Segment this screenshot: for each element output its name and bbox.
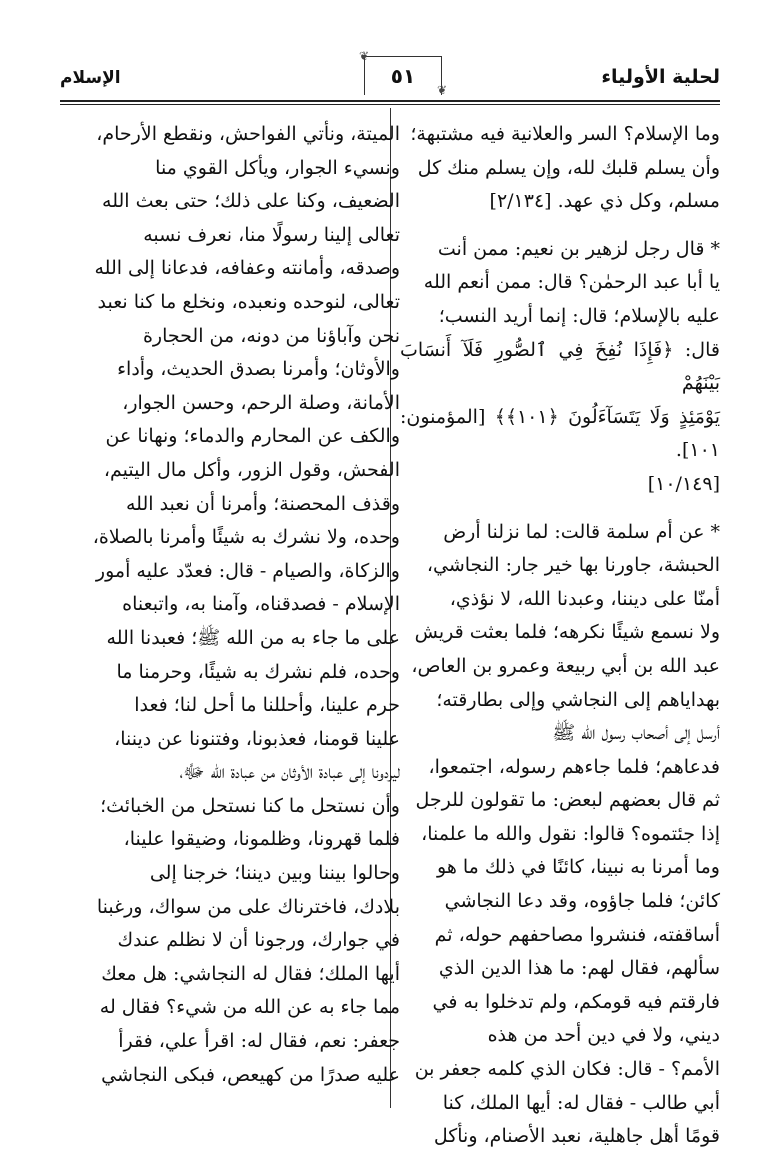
quran-verse-line: قال: ﴿فَإِذَا نُفِخَ فِي ٱلصُّورِ فَلَآ أَنسَابَ بَيْنَهُمْ — [400, 338, 720, 395]
text-line: مسلم، وكل ذي عهد. [٢/١٣٤] — [489, 190, 720, 213]
text-line: حرم علينا، وأحللنا ما أحل لنا؛ فعدا — [134, 694, 400, 717]
paragraph — [400, 118, 720, 219]
page-number-frame — [359, 49, 447, 97]
text-line: أمنّا على ديننا، وعبدنا الله، لا نؤذي، — [449, 587, 720, 610]
text-line: وقذف المحصنة؛ وأمرنا أن نعبد الله — [125, 492, 400, 515]
text-line: على ما جاء به من الله ﷺ؛ فعبدنا الله — [106, 626, 400, 649]
text-line: * عن أم سلمة قالت: لما نزلنا أرض — [443, 520, 720, 543]
text-line: ثم قال بعضهم لبعض: ما تقولون للرجل — [415, 789, 720, 812]
text-line: كائن؛ فلما جاؤوه، وقد دعا النجاشي — [444, 890, 720, 913]
text-line: فارقتم فيه قومكم، ولم تدخلوا به في — [432, 990, 720, 1013]
text-line: مما جاء به عن الله من شيء؟ فقال له — [99, 996, 400, 1019]
header-rule-thin — [60, 104, 720, 105]
text-line: تعالى، لنوحده ونعبده، ونخلع ما كنا نعبد — [97, 290, 400, 313]
text-line: أرسل إلى أصحاب رسول الله ﷺ — [552, 722, 720, 745]
text-line: أيها الملك؛ فقال له النجاشي: هل معك — [101, 962, 400, 985]
ornament-icon: ❦ — [436, 83, 447, 97]
text-line: قومًا أهل جاهلية، نعبد الأصنام، ونأكل — [433, 1125, 720, 1148]
text-line: ديني، ولا في دين أحد من هذه — [487, 1024, 720, 1047]
ornament-icon: ❦ — [359, 49, 370, 63]
paragraph-gap — [400, 219, 720, 233]
text-line: الحبشة، جاورنا بها خير جار: النجاشي، — [426, 554, 720, 577]
text-line: فلما قهرونا، وظلمونا، وضيقوا علينا، — [123, 828, 400, 851]
text-line: بلادك، فاخترناك على من سواك، ورغبنا — [96, 895, 400, 918]
citation: [١٠/١٤٩] — [647, 472, 720, 495]
text-line: بهداياهم إلى النجاشي وإلى بطارقته؛ — [436, 688, 720, 711]
text-line: الضعيف، وكنا على ذلك؛ حتى بعث الله — [102, 190, 400, 213]
paragraph-gap — [400, 502, 720, 516]
text-line: سألهم، فقال لهم: ما هذا الدين الذي — [438, 957, 720, 980]
text-line: عليه بالإسلام؛ قال: إنما أريد النسب؛ — [438, 304, 720, 327]
text-line: الأمم؟ - قال: فكان الذي كلمه جعفر بن — [414, 1058, 720, 1081]
paragraph — [80, 118, 400, 1092]
page-number: ٥١ — [390, 64, 416, 88]
text-line: جعفر: نعم، فقال له: اقرأ علي، فقرأ — [118, 1030, 400, 1053]
text-line: عبد الله بن أبي ربيعة وعمرو بن العاص، — [411, 654, 720, 677]
text-line: وحده، فلم نشرك به شيئًا، وحرمنا ما — [116, 660, 400, 683]
text-line: وأن نستحل ما كنا نستحل من الخبائث؛ — [100, 794, 400, 817]
text-line: يا أبا عبد الرحمٰن؟ قال: ممن أنعم الله — [423, 271, 720, 294]
text-line: وصدقه، وأمانته وعفافه، فدعانا إلى الله — [94, 257, 400, 280]
text-line: والزكاة، والصيام - قال: فعدّد عليه أمور — [95, 559, 400, 582]
text-line: * قال رجل لزهير بن نعيم: ممن أنت — [437, 237, 720, 260]
text-line: في جوارك، ورجونا أن لا نظلم عندك — [117, 929, 400, 952]
text-line: أساقفته، فنشروا مصاحفهم حوله، ثم — [434, 923, 720, 946]
text-line: الميتة، ونأتي الفواحش، ونقطع الأرحام، — [96, 123, 400, 145]
text-line: وأن يسلم قلبك لله، وإن يسلم منك كل — [417, 156, 720, 179]
text-line: الفحش، وقول الزور، وأكل مال اليتيم، — [103, 458, 400, 481]
text-line: الأمانة، وصلة الرحم، وحسن الجوار، — [122, 391, 400, 414]
header-rule — [60, 100, 720, 102]
text-line: نحن وآباؤنا من دونه، من الحجارة — [142, 324, 400, 347]
text-line: وما الإسلام؟ السر والعلانية فيه مشتبهة؛ — [410, 123, 720, 145]
text-line: ليردونا إلى عبادة الأوثان من عبادة الله ﷻ، — [179, 761, 400, 784]
right-column — [400, 118, 720, 1154]
text-line: تعالى إلينا رسولًا منا، نعرف نسبه — [143, 223, 400, 246]
text-line: الإسلام - فصدقناه، وآمنا به، واتبعناه — [122, 593, 400, 616]
text-line: وحده، ولا نشرك به شيئًا وأمرنا بالصلاة، — [92, 526, 400, 549]
left-column — [80, 118, 400, 1092]
book-title: لحلية الأولياء — [601, 66, 720, 88]
paragraph — [400, 516, 720, 1154]
text-line: ولا نسمع شيئًا نكرهه؛ فلما بعثت قريش — [414, 621, 720, 644]
text-line: علينا قومنا، فعذبونا، وفتنونا عن ديننا، — [114, 727, 400, 750]
page-header — [60, 49, 720, 104]
text-line: والكف عن المحارم والدماء؛ ونهانا عن — [105, 425, 400, 448]
text-line: إذا جئتموه؟ قالوا: نقول والله ما علمنا، — [421, 822, 720, 845]
section-title: الإسلام — [60, 68, 121, 88]
text-line: والأوثان؛ وأمرنا بصدق الحديث، وأداء — [117, 358, 400, 381]
paragraph — [400, 233, 720, 502]
text-line: فدعاهم؛ فلما جاءهم رسوله، اجتمعوا، — [428, 755, 720, 778]
text-line: عليه صدرًا من كهيعص، فبكى النجاشي — [101, 1063, 400, 1086]
text-line: أبي طالب - فقال له: أيها الملك، كنا — [442, 1091, 720, 1114]
text-line: وما أمرنا به نبينا، كائنًا في ذلك ما هو — [437, 856, 720, 879]
text-line: ونسيء الجوار، ويأكل القوي منا — [155, 156, 400, 179]
quran-verse-line: يَوْمَئِذٍ وَلَا يَتَسَآءَلُونَ ﴿١٠١﴾﴾ [المؤمنون: ١٠١]. — [400, 405, 720, 462]
text-line: وحالوا بيننا وبين ديننا؛ خرجنا إلى — [149, 862, 400, 885]
